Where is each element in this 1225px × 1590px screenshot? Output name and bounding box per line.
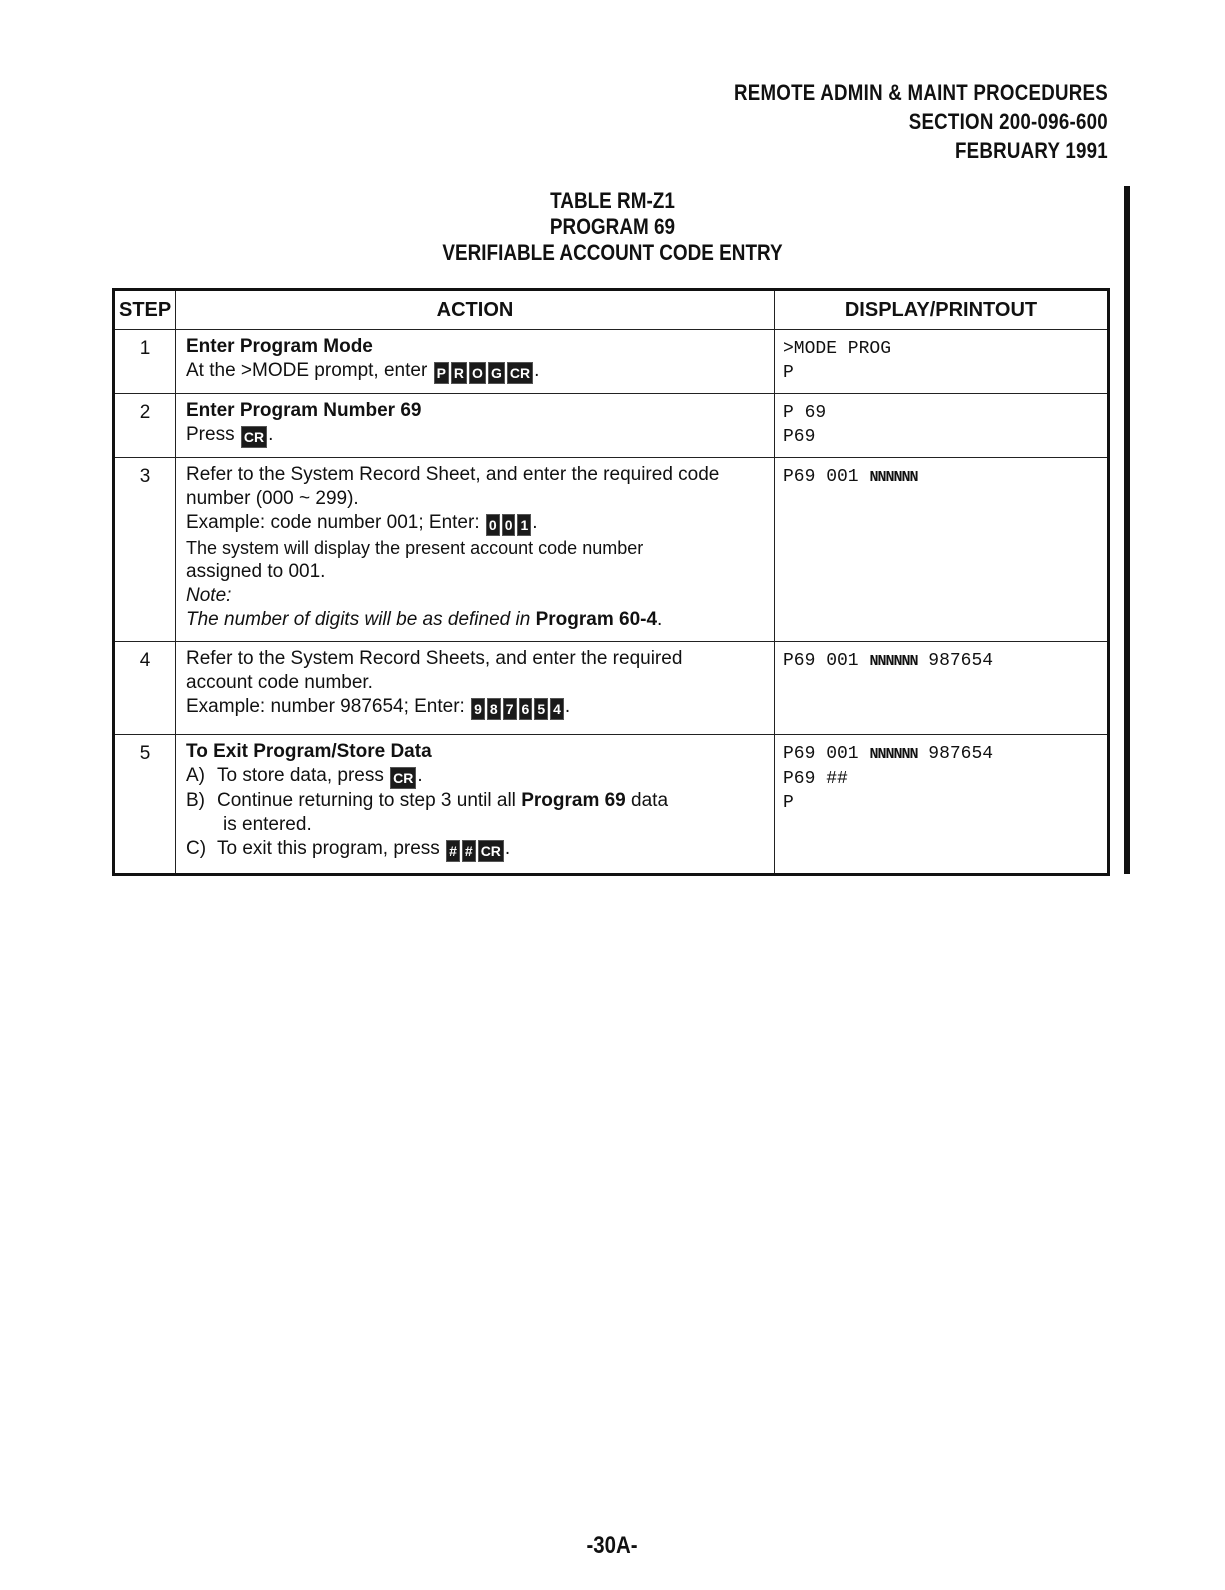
change-bar [1124,186,1130,874]
substep-label: C) [186,838,207,859]
key-hash: # [446,840,460,862]
substep-text: To exit this program, press [217,838,440,859]
instruction-line: assigned to 001. [186,561,326,582]
key-o: O [469,362,486,384]
note-label: Note: [186,585,232,606]
display-prefix: P69 001 [783,467,859,487]
substep-program-ref: Program 69 [521,790,626,811]
substep-text-wrap: To store data, press CR . [217,764,423,789]
note-reference: Program 60-4 [535,609,658,630]
key-cr: CR [478,840,504,862]
substep-text: To store data, press [217,765,384,786]
instruction-line: The system will display the present account code number [186,538,644,558]
table-number: TABLE RM-Z1 [550,188,675,213]
key-g: G [488,362,505,384]
display-cell [775,394,1109,458]
table-row [114,394,1109,458]
display-line: P [783,363,794,383]
substep-a [186,764,764,789]
key-cr: CR [241,426,267,448]
action-cell [176,330,775,394]
key-9: 9 [471,698,485,720]
display-cell [775,458,1109,642]
action-cell [176,394,775,458]
display-prefix: P69 001 [783,651,859,671]
program-number: PROGRAM 69 [549,214,676,239]
display-cell [775,642,1109,735]
action-column-header: ACTION [176,290,775,330]
key-5: 5 [534,698,548,720]
substep-continuation: is entered. [223,814,312,835]
display-code: NNNNNN [869,746,918,763]
procedure-table [112,288,1110,876]
page-number [0,1532,1225,1560]
key-8: 8 [487,698,501,720]
step-column-header: STEP [114,290,176,330]
table-row [114,735,1109,875]
display-code: NNNNNN [869,469,918,486]
substep-text-wrap [217,789,668,813]
step-instruction: At the >MODE prompt, enter P R O G CR . [186,359,764,384]
key-cr: CR [390,767,416,789]
display-line: P 69 [783,403,827,423]
header-title: REMOTE ADMIN & MAINT PROCEDURES [734,80,1108,105]
display-line: P [783,793,794,813]
key-r: R [451,362,467,384]
key-1: 1 [517,514,531,536]
display-line [783,465,1099,490]
action-cell [176,642,775,735]
note-text: The number of digits will be as defined in [186,609,531,630]
step-number: 4 [114,642,176,735]
table-title [0,188,1225,266]
table-row [114,642,1109,735]
display-suffix: 987654 [928,651,994,671]
step-number: 1 [114,330,176,394]
table-row [114,330,1109,394]
note-line: The number of digits will be as defined in Program 60-4. [186,609,663,630]
step-number: 3 [114,458,176,642]
display-cell [775,330,1109,394]
key-0: 0 [502,514,516,536]
display-prefix: P69 001 [783,744,859,764]
page-number-text: -30A- [586,1532,638,1559]
step-number: 2 [114,394,176,458]
table-header-row [114,290,1109,330]
action-cell [176,458,775,642]
substep-b [186,789,764,813]
display-line [783,742,1099,767]
step-number: 5 [114,735,176,875]
key-7: 7 [503,698,517,720]
example-text: Example: number 987654; Enter: [186,696,465,717]
key-4: 4 [550,698,564,720]
step-instruction: Press CR . [186,423,764,448]
instruction-line: Refer to the System Record Sheet, and enter the required code [186,464,720,485]
instruction-line: Refer to the System Record Sheets, and enter the required [186,648,683,669]
table-row [114,458,1109,642]
substep-label: A) [186,765,205,786]
header-date: FEBRUARY 1991 [955,138,1108,163]
document-header [734,78,1108,165]
substep-label: B) [186,790,205,811]
header-section: SECTION 200-096-600 [908,109,1108,134]
key-cr: CR [507,362,533,384]
display-line: >MODE PROG [783,339,892,359]
substep-text-wrap: To exit this program, press # # CR . [217,837,510,862]
substep-text: data [631,790,669,811]
display-line [783,649,1099,674]
display-cell [775,735,1109,875]
instruction-line: number (000 ~ 299). [186,488,359,509]
display-suffix: 987654 [928,744,994,764]
display-line: P69 [783,427,816,447]
key-6: 6 [519,698,533,720]
display-column-header: DISPLAY/PRINTOUT [775,290,1109,330]
instruction-line: account code number. [186,672,373,693]
example-line: Example: number 987654; Enter: 9 8 7 6 5 4 . [186,695,764,720]
substep-text: Continue returning to step 3 until all [217,790,516,811]
step-heading: To Exit Program/Store Data [186,741,432,762]
key-p: P [434,362,449,384]
display-line: P69 ## [783,769,848,789]
example-text: Example: code number 001; Enter: [186,512,480,533]
display-code: NNNNNN [869,653,918,670]
step-heading: Enter Program Number 69 [186,400,422,421]
key-0: 0 [486,514,500,536]
instruction-text: Press [186,424,235,445]
step-heading: Enter Program Mode [186,336,373,357]
action-cell [176,735,775,875]
example-line: Example: code number 001; Enter: 0 0 1 . [186,511,764,536]
substep-c [186,837,764,862]
table-subject: VERIFIABLE ACCOUNT CODE ENTRY [442,240,783,265]
instruction-text: At the >MODE prompt, enter [186,360,428,381]
key-hash: # [462,840,476,862]
